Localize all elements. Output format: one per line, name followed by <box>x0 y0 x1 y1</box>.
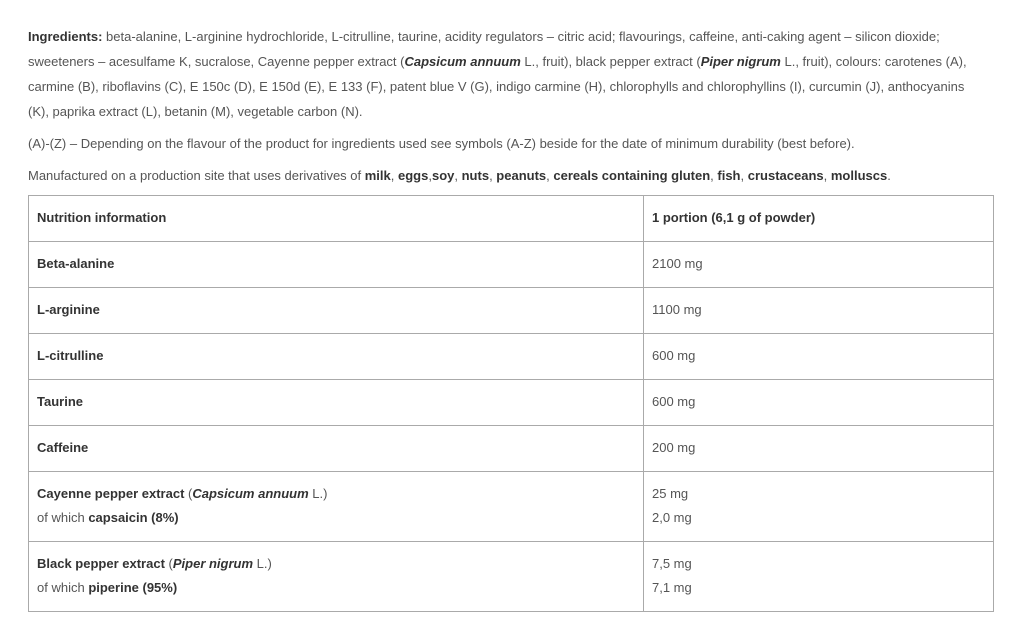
nutrient-name <box>29 542 644 612</box>
bold-text: peanuts <box>496 168 547 183</box>
text: of which <box>37 580 89 595</box>
amount-value: 7,1 mg <box>652 580 692 595</box>
amount-value: 25 mg <box>652 486 689 501</box>
symbols-note <box>28 131 855 156</box>
bold-text: Caffeine <box>37 440 89 455</box>
nutrient-name <box>29 242 644 288</box>
bold-text: L-arginine <box>37 302 100 317</box>
amount-value: 600 mg <box>652 348 696 363</box>
bold-text: Capsicum annuum <box>404 54 521 69</box>
text: , <box>710 168 718 183</box>
table-row <box>29 380 994 426</box>
bold-text: piperine (95%) <box>88 580 178 595</box>
table-row <box>29 288 994 334</box>
amount-value: 2100 mg <box>652 256 703 271</box>
bold-text: Ingredients: <box>28 29 103 44</box>
nutrient-line <box>37 482 635 506</box>
table-header-row <box>29 196 994 242</box>
header-portion <box>644 196 994 242</box>
nutrient-name <box>29 288 644 334</box>
header-nutrition-information <box>29 196 644 242</box>
nutrient-line <box>37 436 635 460</box>
text: , <box>390 168 398 183</box>
bold-text: fish <box>717 168 741 183</box>
nutrient-name <box>29 334 644 380</box>
ingredients-paragraph <box>28 24 988 124</box>
table-row <box>29 472 994 542</box>
nutrition-table <box>28 195 994 612</box>
table-row <box>29 334 994 380</box>
text: L.) <box>308 486 328 501</box>
nutrient-line <box>37 552 635 576</box>
bold-text: Piper nigrum <box>700 54 781 69</box>
nutrient-amount <box>644 472 994 542</box>
text: (A)-(Z) – Depending on the flavour of the product for ingredients used see symbols (A-Z) beside for the date of minimum durability (best before). <box>28 136 855 151</box>
table-row <box>29 242 994 288</box>
header-label: 1 portion (6,1 g of powder) <box>652 210 816 225</box>
nutrient-line <box>37 576 635 600</box>
nutrient-amount <box>644 542 994 612</box>
text: , <box>546 168 554 183</box>
bold-text: L-citrulline <box>37 348 104 363</box>
text: , <box>823 168 831 183</box>
bold-text: soy <box>431 168 455 183</box>
allergen-note <box>28 163 891 188</box>
amount-value: 200 mg <box>652 440 696 455</box>
text: L.) <box>253 556 272 571</box>
bold-text: Taurine <box>37 394 83 409</box>
table-row <box>29 426 994 472</box>
nutrient-amount <box>644 380 994 426</box>
nutrient-name <box>29 426 644 472</box>
text: ( <box>164 556 173 571</box>
nutrient-line <box>37 298 635 322</box>
bold-text: Black pepper extract <box>37 556 165 571</box>
text: . <box>887 168 891 183</box>
nutrient-amount <box>644 288 994 334</box>
nutrient-amount <box>644 334 994 380</box>
text: , <box>740 168 748 183</box>
nutrient-name <box>29 472 644 542</box>
nutrient-name <box>29 380 644 426</box>
bold-text: eggs <box>398 168 429 183</box>
table-row <box>29 542 994 612</box>
bold-text: Capsicum annuum <box>192 486 309 501</box>
bold-text: Cayenne pepper extract <box>37 486 185 501</box>
bold-text: Beta-alanine <box>37 256 115 271</box>
text: , <box>428 168 432 183</box>
header-label: Nutrition information <box>37 210 167 225</box>
text: , <box>454 168 462 183</box>
nutrient-line <box>37 390 635 414</box>
nutrient-line <box>37 252 635 276</box>
text: L., fruit), colours: carotenes (A), carmine (B), riboflavins (C), E 150c (D), E 150d (E), E 133 (F), patent blue V (G), indigo carmine (H), chlorophylls and chlorophyllins (I), curcumin (J), anthocyanins (K), paprika extract (L), betanin (M), vegetable carbon (N). <box>28 54 967 119</box>
text: of which <box>37 510 89 525</box>
nutrient-line <box>37 344 635 368</box>
bold-text: nuts <box>461 168 490 183</box>
bold-text: crustaceans <box>747 168 824 183</box>
text: L., fruit), black pepper extract ( <box>520 54 701 69</box>
amount-value: 1100 mg <box>652 302 702 317</box>
nutrient-line <box>37 506 635 530</box>
bold-text: molluscs <box>830 168 888 183</box>
bold-text: milk <box>364 168 391 183</box>
amount-value: 2,0 mg <box>652 510 692 525</box>
nutrient-amount <box>644 426 994 472</box>
amount-value: 600 mg <box>652 394 696 409</box>
bold-text: capsaicin (8%) <box>88 510 179 525</box>
bold-text: Piper nigrum <box>172 556 254 571</box>
nutrient-amount <box>644 242 994 288</box>
text: Manufactured on a production site that uses derivatives of <box>28 168 365 183</box>
text: beta-alanine, L-arginine hydrochloride, L-citrulline, taurine, acidity regulators – citric acid; flavourings, caffeine, anti-caking agent – silicon dioxide; sweeteners – acesulfame K, sucralose, Cayenne pepper extract ( <box>28 29 940 69</box>
text: , <box>489 168 497 183</box>
text: ( <box>184 486 193 501</box>
amount-value: 7,5 mg <box>652 556 692 571</box>
bold-text: cereals containing gluten <box>553 168 711 183</box>
